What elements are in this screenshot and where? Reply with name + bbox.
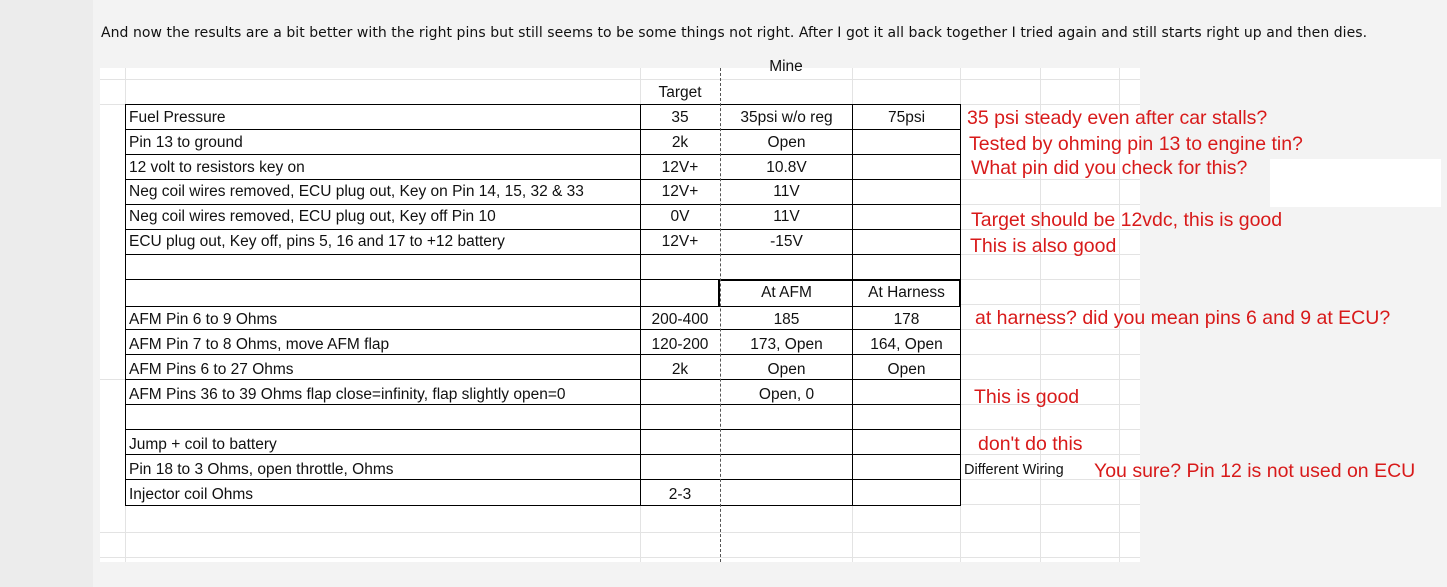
row-label: AFM Pin 7 to 8 Ohms, move AFM flap (129, 336, 390, 353)
row-label: Jump + coil to battery (129, 436, 277, 453)
target-header: Target (658, 84, 702, 101)
row-label: AFM Pins 36 to 39 Ohms flap close=infinity, flap slightly open=0 (129, 386, 566, 403)
row-label: Pin 18 to 3 Ohms, open throttle, Ohms (129, 461, 394, 478)
white-block (1270, 159, 1441, 207)
row-mine: -15V (770, 233, 803, 250)
row-target: 2k (671, 361, 689, 378)
row-target: 12V+ (661, 183, 699, 200)
note-battery: This is also good (970, 235, 1117, 257)
row-mine: 11V (773, 208, 800, 225)
row-label: Injector coil Ohms (129, 486, 254, 503)
post-text: And now the results are a bit better with the right pins but still seems to be some things not right. After I got it all back together I tried again and still starts right up and then dies. (101, 25, 1368, 41)
row-label: Neg coil wires removed, ECU plug out, Key on Pin 14, 15, 32 & 33 (129, 183, 584, 200)
note-pin18: You sure? Pin 12 is not used on ECU (1094, 460, 1416, 482)
row-target: 35 (671, 109, 689, 126)
row-mine-2: 75psi (887, 109, 926, 126)
row-mine: 11V (773, 183, 800, 200)
note-pin13: Tested by ohming pin 13 to engine tin? (969, 133, 1303, 155)
row-mine-2: Open (887, 361, 926, 378)
row-mine: 173, Open (750, 336, 823, 353)
row-label: Pin 13 to ground (129, 134, 243, 151)
row-mine: Open, 0 (758, 386, 815, 403)
note-12volt: What pin did you check for this? (971, 157, 1248, 179)
row-mine-2: 164, Open (870, 336, 943, 353)
row-mine-2: 178 (893, 311, 920, 328)
row-mine: 35psi w/o reg (740, 109, 833, 126)
row-target: 120-200 (651, 336, 709, 353)
row-mine: 185 (773, 311, 800, 328)
row-target: 2-3 (668, 486, 692, 503)
row-target: 2k (671, 134, 689, 151)
row-label: Neg coil wires removed, ECU plug out, Key off Pin 10 (129, 208, 496, 225)
row-target: 0V (670, 208, 690, 225)
note-fuel-pressure: 35 psi steady even after car stalls? (967, 107, 1268, 129)
row-mine: Open (767, 134, 806, 151)
row-label: AFM Pins 6 to 27 Ohms (129, 361, 294, 378)
different-wiring-label: Different Wiring (964, 462, 1064, 478)
row-target: 12V+ (661, 159, 699, 176)
note-jump-coil: don't do this (978, 433, 1083, 455)
note-key-off: Target should be 12vdc, this is good (971, 209, 1283, 231)
at-afm-header: At AFM (761, 284, 812, 301)
mine-header: Mine (769, 58, 803, 75)
row-mine: Open (767, 361, 806, 378)
left-margin (0, 0, 93, 587)
row-label: 12 volt to resistors key on (129, 159, 305, 176)
note-afm-harness: at harness? did you mean pins 6 and 9 at ECU? (975, 307, 1391, 329)
row-label: ECU plug out, Key off, pins 5, 16 and 17 to +12 battery (129, 233, 505, 250)
row-label: Fuel Pressure (129, 109, 226, 126)
row-target: 200-400 (651, 311, 709, 328)
note-afm-36-39: This is good (974, 386, 1080, 408)
row-mine: 10.8V (766, 159, 807, 176)
row-label: AFM Pin 6 to 9 Ohms (129, 311, 278, 328)
at-harness-header: At Harness (868, 284, 945, 301)
row-target: 12V+ (661, 233, 699, 250)
